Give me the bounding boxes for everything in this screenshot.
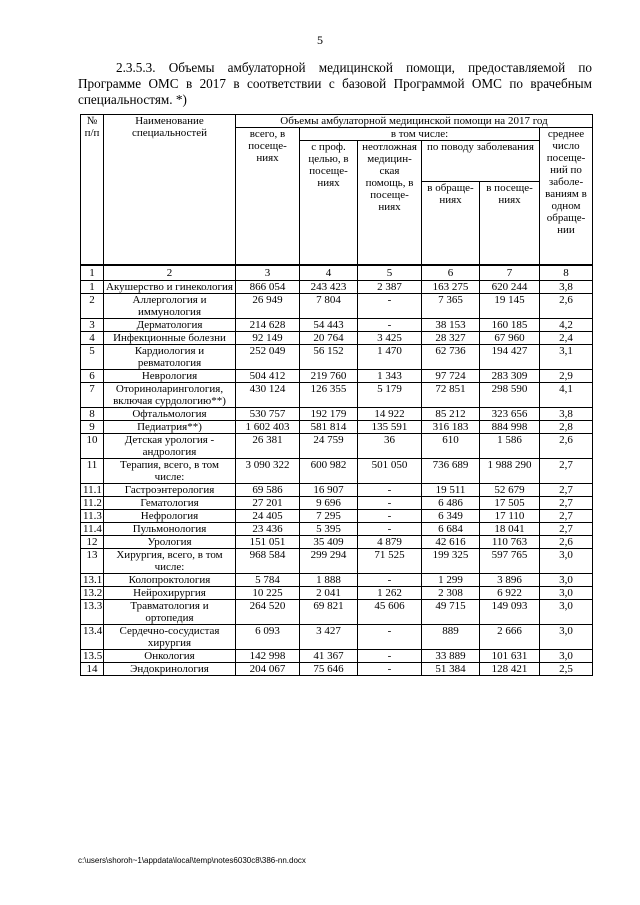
- table-row: [81, 370, 593, 383]
- row-number: 13.1: [81, 574, 104, 587]
- row-number: 1: [81, 281, 104, 294]
- specialty-name: Дерматология: [104, 319, 236, 332]
- disease-visits: 101 631: [480, 650, 540, 663]
- urgent-visits: -: [358, 574, 422, 587]
- disease-visits: 597 765: [480, 549, 540, 574]
- prof-visits: 41 367: [300, 650, 358, 663]
- urgent-visits: 1 343: [358, 370, 422, 383]
- header-no: № п/п: [81, 115, 104, 266]
- specialty-name: Хирургия, всего, в том числе:: [104, 549, 236, 574]
- avg-visits: 2,5: [540, 663, 593, 676]
- row-number: 11.1: [81, 484, 104, 497]
- disease-appeals: 736 689: [422, 459, 480, 484]
- specialty-name: Детская урология - андрология: [104, 434, 236, 459]
- specialty-name: Гематология: [104, 497, 236, 510]
- avg-visits: 3,0: [540, 625, 593, 650]
- table-row: [81, 536, 593, 549]
- disease-visits: 160 185: [480, 319, 540, 332]
- disease-visits: 298 590: [480, 383, 540, 408]
- specialty-name: Терапия, всего, в том числе:: [104, 459, 236, 484]
- avg-visits: 2,6: [540, 294, 593, 319]
- total-visits: 142 998: [236, 650, 300, 663]
- urgent-visits: 3 425: [358, 332, 422, 345]
- col-number: 2: [104, 265, 236, 281]
- table-row: [81, 421, 593, 434]
- header-total: всего, в посеще- ниях: [236, 128, 300, 266]
- col-number: 1: [81, 265, 104, 281]
- avg-visits: 2,4: [540, 332, 593, 345]
- avg-visits: 3,0: [540, 549, 593, 574]
- col-number: 4: [300, 265, 358, 281]
- disease-visits: 19 145: [480, 294, 540, 319]
- specialty-name: Нефрология: [104, 510, 236, 523]
- row-number: 13.5: [81, 650, 104, 663]
- header-prof: с проф. целью, в посеще- ниях: [300, 141, 358, 266]
- disease-visits: 323 656: [480, 408, 540, 421]
- row-number: 12: [81, 536, 104, 549]
- table-row: [81, 484, 593, 497]
- disease-appeals: 316 183: [422, 421, 480, 434]
- prof-visits: 69 821: [300, 600, 358, 625]
- disease-appeals: 19 511: [422, 484, 480, 497]
- total-visits: 151 051: [236, 536, 300, 549]
- specialty-name: Неврология: [104, 370, 236, 383]
- disease-visits: 17 110: [480, 510, 540, 523]
- table-row: [81, 345, 593, 370]
- urgent-visits: -: [358, 294, 422, 319]
- urgent-visits: -: [358, 523, 422, 536]
- header-volumes: Объемы амбулаторной медицинской помощи на 2017 год: [236, 115, 593, 128]
- avg-visits: 2,6: [540, 434, 593, 459]
- total-visits: 23 436: [236, 523, 300, 536]
- col-number: 3: [236, 265, 300, 281]
- prof-visits: 299 294: [300, 549, 358, 574]
- table-row: [81, 383, 593, 408]
- disease-visits: 1 586: [480, 434, 540, 459]
- prof-visits: 9 696: [300, 497, 358, 510]
- table-row: [81, 663, 593, 676]
- row-number: 11: [81, 459, 104, 484]
- row-number: 3: [81, 319, 104, 332]
- urgent-visits: -: [358, 484, 422, 497]
- disease-visits: 52 679: [480, 484, 540, 497]
- urgent-visits: 71 525: [358, 549, 422, 574]
- total-visits: 92 149: [236, 332, 300, 345]
- disease-appeals: 889: [422, 625, 480, 650]
- row-number: 4: [81, 332, 104, 345]
- urgent-visits: -: [358, 497, 422, 510]
- table-row: [81, 600, 593, 625]
- row-number: 6: [81, 370, 104, 383]
- disease-visits: 194 427: [480, 345, 540, 370]
- header-avg: среднее число посеще- ний по заболе- ваниям в одном обраще- нии: [540, 128, 593, 266]
- prof-visits: 5 395: [300, 523, 358, 536]
- avg-visits: 4,2: [540, 319, 593, 332]
- page-number: 5: [317, 33, 323, 47]
- prof-visits: 16 907: [300, 484, 358, 497]
- disease-appeals: 1 299: [422, 574, 480, 587]
- specialty-name: Колопроктология: [104, 574, 236, 587]
- disease-appeals: 38 153: [422, 319, 480, 332]
- prof-visits: 600 982: [300, 459, 358, 484]
- header-appeals: в обраще- ниях: [422, 182, 480, 266]
- disease-appeals: 610: [422, 434, 480, 459]
- row-number: 14: [81, 663, 104, 676]
- specialty-name: Инфекционные болезни: [104, 332, 236, 345]
- row-number: 13.3: [81, 600, 104, 625]
- total-visits: 504 412: [236, 370, 300, 383]
- table-row: [81, 587, 593, 600]
- specialty-name: Кардиология и ревматология: [104, 345, 236, 370]
- disease-appeals: 49 715: [422, 600, 480, 625]
- avg-visits: 2,7: [540, 459, 593, 484]
- specialty-name: Онкология: [104, 650, 236, 663]
- avg-visits: 2,6: [540, 536, 593, 549]
- urgent-visits: 1 262: [358, 587, 422, 600]
- avg-visits: 3,0: [540, 600, 593, 625]
- avg-visits: 2,7: [540, 510, 593, 523]
- row-number: 13.4: [81, 625, 104, 650]
- prof-visits: 126 355: [300, 383, 358, 408]
- table-row: [81, 625, 593, 650]
- total-visits: 10 225: [236, 587, 300, 600]
- table-row: [81, 650, 593, 663]
- disease-visits: 18 041: [480, 523, 540, 536]
- disease-appeals: 72 851: [422, 383, 480, 408]
- total-visits: 214 628: [236, 319, 300, 332]
- prof-visits: 219 760: [300, 370, 358, 383]
- prof-visits: 20 764: [300, 332, 358, 345]
- table-row: [81, 281, 593, 294]
- avg-visits: 4,1: [540, 383, 593, 408]
- avg-visits: 2,7: [540, 497, 593, 510]
- specialty-name: Травматология и ортопедия: [104, 600, 236, 625]
- disease-appeals: 33 889: [422, 650, 480, 663]
- table-row: [81, 497, 593, 510]
- urgent-visits: -: [358, 650, 422, 663]
- header-visits: в посеще- ниях: [480, 182, 540, 266]
- urgent-visits: 36: [358, 434, 422, 459]
- urgent-visits: -: [358, 510, 422, 523]
- prof-visits: 2 041: [300, 587, 358, 600]
- row-number: 13: [81, 549, 104, 574]
- urgent-visits: -: [358, 319, 422, 332]
- avg-visits: 2,8: [540, 421, 593, 434]
- row-number: 7: [81, 383, 104, 408]
- header-name: Наименование специальностей: [104, 115, 236, 266]
- total-visits: 27 201: [236, 497, 300, 510]
- urgent-visits: 2 387: [358, 281, 422, 294]
- table-row: [81, 408, 593, 421]
- disease-appeals: 163 275: [422, 281, 480, 294]
- total-visits: 26 949: [236, 294, 300, 319]
- table-row: [81, 510, 593, 523]
- col-number: 8: [540, 265, 593, 281]
- urgent-visits: -: [358, 663, 422, 676]
- disease-appeals: 62 736: [422, 345, 480, 370]
- prof-visits: 54 443: [300, 319, 358, 332]
- row-number: 11.4: [81, 523, 104, 536]
- row-number: 8: [81, 408, 104, 421]
- specialty-name: Урология: [104, 536, 236, 549]
- disease-visits: 620 244: [480, 281, 540, 294]
- specialty-name: Акушерство и гинекология: [104, 281, 236, 294]
- total-visits: 5 784: [236, 574, 300, 587]
- row-number: 13.2: [81, 587, 104, 600]
- table-row: [81, 459, 593, 484]
- disease-appeals: 28 327: [422, 332, 480, 345]
- disease-appeals: 2 308: [422, 587, 480, 600]
- total-visits: 1 602 403: [236, 421, 300, 434]
- table-row: [81, 574, 593, 587]
- avg-visits: 3,1: [540, 345, 593, 370]
- urgent-visits: 1 470: [358, 345, 422, 370]
- total-visits: 530 757: [236, 408, 300, 421]
- disease-visits: 1 988 290: [480, 459, 540, 484]
- avg-visits: 3,0: [540, 587, 593, 600]
- total-visits: 866 054: [236, 281, 300, 294]
- disease-appeals: 85 212: [422, 408, 480, 421]
- col-number: 6: [422, 265, 480, 281]
- disease-visits: 17 505: [480, 497, 540, 510]
- total-visits: 264 520: [236, 600, 300, 625]
- prof-visits: 3 427: [300, 625, 358, 650]
- disease-visits: 110 763: [480, 536, 540, 549]
- prof-visits: 24 759: [300, 434, 358, 459]
- prof-visits: 7 804: [300, 294, 358, 319]
- table-row: [81, 549, 593, 574]
- urgent-visits: -: [358, 625, 422, 650]
- row-number: 5: [81, 345, 104, 370]
- header-urgent: неотложная медицин- ская помощь, в посеще- ниях: [358, 141, 422, 266]
- disease-visits: 6 922: [480, 587, 540, 600]
- disease-appeals: 7 365: [422, 294, 480, 319]
- disease-appeals: 199 325: [422, 549, 480, 574]
- specialty-name: Гастроэнтерология: [104, 484, 236, 497]
- table-row: [81, 332, 593, 345]
- total-visits: 968 584: [236, 549, 300, 574]
- specialty-name: Сердечно-сосудистая хирургия: [104, 625, 236, 650]
- row-number: 11.3: [81, 510, 104, 523]
- prof-visits: 56 152: [300, 345, 358, 370]
- prof-visits: 243 423: [300, 281, 358, 294]
- urgent-visits: 4 879: [358, 536, 422, 549]
- avg-visits: 3,8: [540, 281, 593, 294]
- total-visits: 6 093: [236, 625, 300, 650]
- prof-visits: 1 888: [300, 574, 358, 587]
- file-path: c:\users\shoroh~1\appdata\local\temp\notes6030c8\386-nn.docx: [78, 856, 306, 865]
- urgent-visits: 501 050: [358, 459, 422, 484]
- specialty-name: Педиатрия**): [104, 421, 236, 434]
- avg-visits: 3,8: [540, 408, 593, 421]
- table-row: [81, 319, 593, 332]
- disease-appeals: 97 724: [422, 370, 480, 383]
- total-visits: 69 586: [236, 484, 300, 497]
- volumes-table: [80, 114, 593, 676]
- table-row: [81, 434, 593, 459]
- disease-appeals: 6 349: [422, 510, 480, 523]
- header-disease: по поводу заболевания: [422, 141, 540, 182]
- disease-appeals: 6 684: [422, 523, 480, 536]
- row-number: 2: [81, 294, 104, 319]
- avg-visits: 2,7: [540, 523, 593, 536]
- urgent-visits: 5 179: [358, 383, 422, 408]
- table-row: [81, 294, 593, 319]
- avg-visits: 2,9: [540, 370, 593, 383]
- urgent-visits: 135 591: [358, 421, 422, 434]
- prof-visits: 35 409: [300, 536, 358, 549]
- disease-visits: 2 666: [480, 625, 540, 650]
- total-visits: 252 049: [236, 345, 300, 370]
- avg-visits: 3,0: [540, 650, 593, 663]
- avg-visits: 3,0: [540, 574, 593, 587]
- row-number: 10: [81, 434, 104, 459]
- disease-visits: 3 896: [480, 574, 540, 587]
- specialty-name: Пульмонология: [104, 523, 236, 536]
- disease-visits: 67 960: [480, 332, 540, 345]
- specialty-name: Офтальмология: [104, 408, 236, 421]
- urgent-visits: 14 922: [358, 408, 422, 421]
- avg-visits: 2,7: [540, 484, 593, 497]
- total-visits: 204 067: [236, 663, 300, 676]
- total-visits: 26 381: [236, 434, 300, 459]
- disease-visits: 128 421: [480, 663, 540, 676]
- col-number: 7: [480, 265, 540, 281]
- disease-appeals: 6 486: [422, 497, 480, 510]
- prof-visits: 192 179: [300, 408, 358, 421]
- disease-visits: 884 998: [480, 421, 540, 434]
- col-number: 5: [358, 265, 422, 281]
- prof-visits: 75 646: [300, 663, 358, 676]
- disease-appeals: 42 616: [422, 536, 480, 549]
- total-visits: 430 124: [236, 383, 300, 408]
- row-number: 11.2: [81, 497, 104, 510]
- section-heading: 2.3.5.3. Объемы амбулаторной медицинской помощи, предоставляемой по Программе ОМС в 2017 в соответствии с базовой Программой ОМС по врачебным специальностям. *): [78, 60, 592, 107]
- specialty-name: Эндокринология: [104, 663, 236, 676]
- specialty-name: Оториноларингология, включая сурдологию**): [104, 383, 236, 408]
- disease-visits: 149 093: [480, 600, 540, 625]
- header-including: в том числе:: [300, 128, 540, 141]
- total-visits: 24 405: [236, 510, 300, 523]
- row-number: 9: [81, 421, 104, 434]
- disease-visits: 283 309: [480, 370, 540, 383]
- prof-visits: 7 295: [300, 510, 358, 523]
- total-visits: 3 090 322: [236, 459, 300, 484]
- specialty-name: Аллергология и иммунология: [104, 294, 236, 319]
- prof-visits: 581 814: [300, 421, 358, 434]
- disease-appeals: 51 384: [422, 663, 480, 676]
- table-row: [81, 523, 593, 536]
- urgent-visits: 45 606: [358, 600, 422, 625]
- specialty-name: Нейрохирургия: [104, 587, 236, 600]
